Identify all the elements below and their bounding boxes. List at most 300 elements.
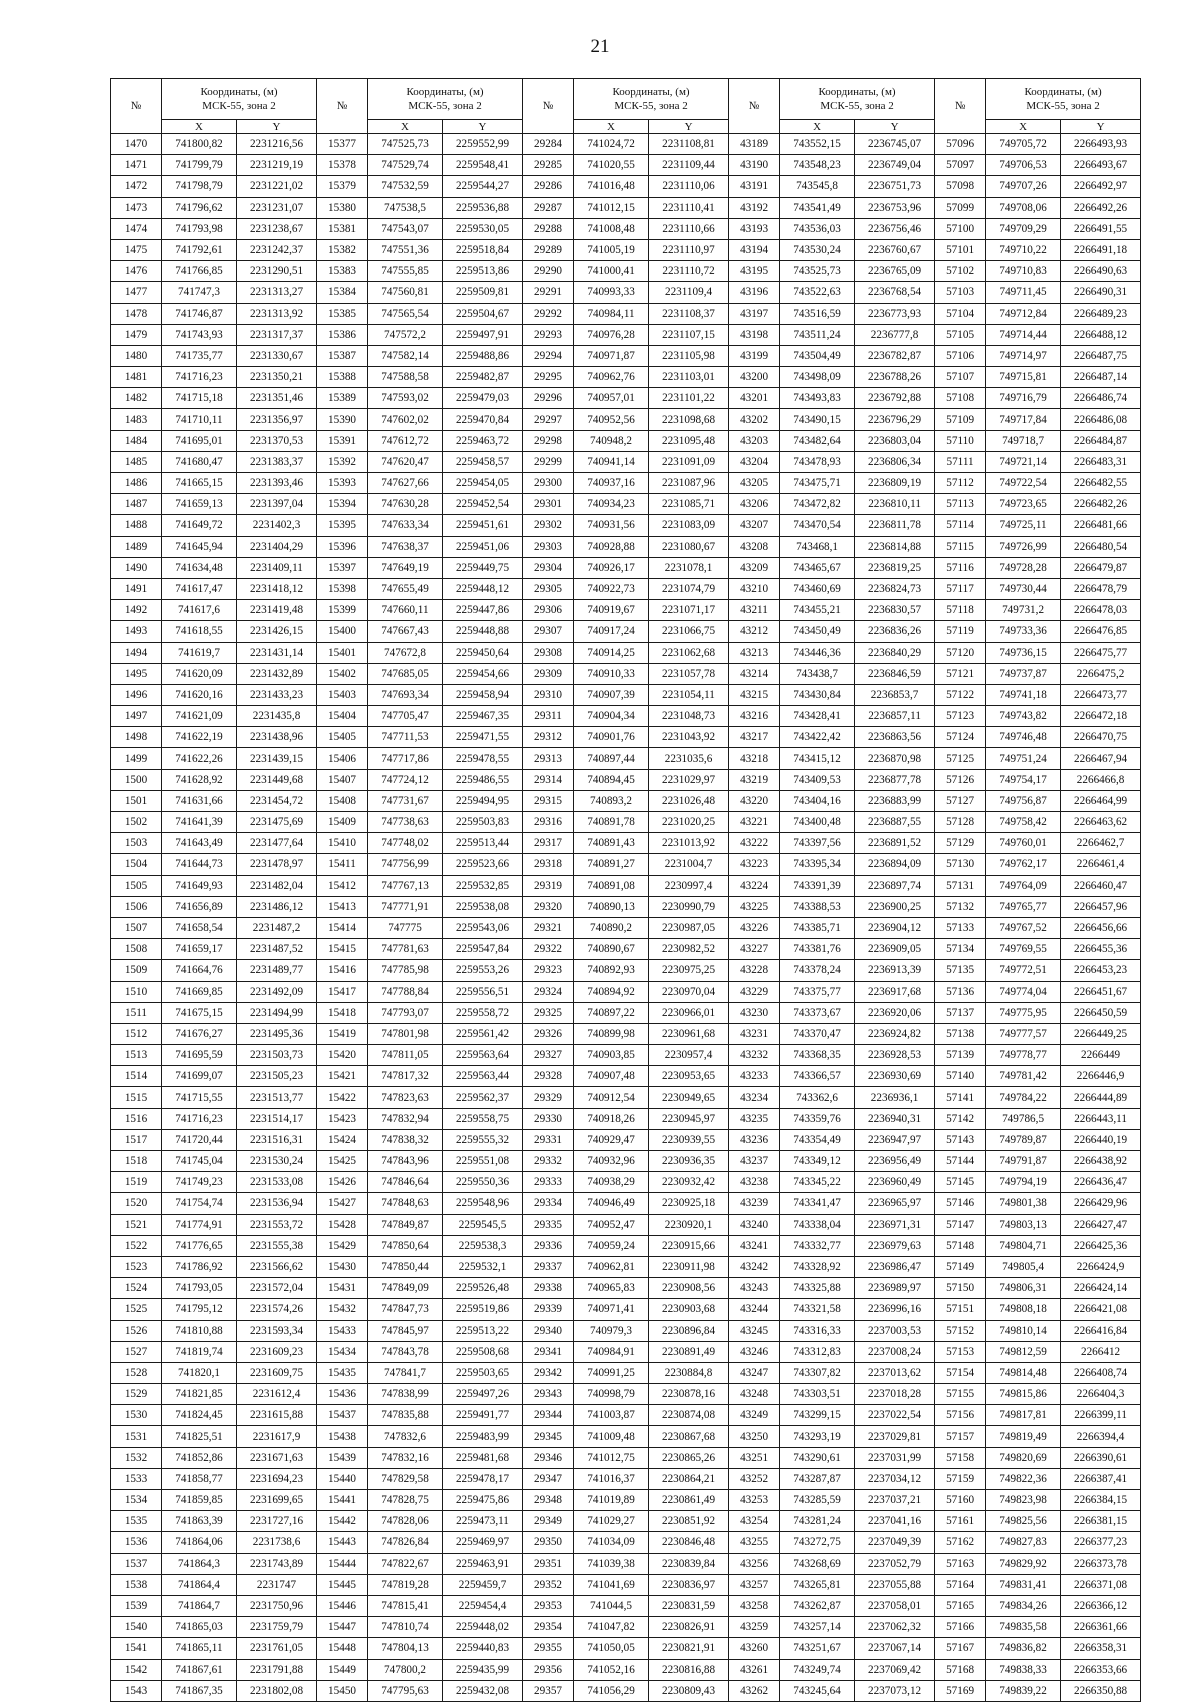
y-coordinate-cell: 2259452,54 xyxy=(443,494,523,515)
y-coordinate-cell: 2266486,74 xyxy=(1061,388,1141,409)
x-coordinate-cell: 747785,98 xyxy=(368,960,443,981)
y-coordinate-cell: 2230975,25 xyxy=(649,960,729,981)
x-coordinate-cell: 741716,23 xyxy=(162,367,237,388)
point-number-cell: 57126 xyxy=(935,769,986,790)
x-coordinate-cell: 741669,85 xyxy=(162,981,237,1002)
y-coordinate-cell: 2259458,94 xyxy=(443,684,523,705)
x-coordinate-cell: 743450,49 xyxy=(780,621,855,642)
y-coordinate-cell: 2236824,73 xyxy=(855,578,935,599)
y-coordinate-cell: 2236857,11 xyxy=(855,706,935,727)
point-number-cell: 43249 xyxy=(729,1405,780,1426)
x-coordinate-cell: 747850,64 xyxy=(368,1235,443,1256)
table-row xyxy=(111,1426,1141,1447)
point-number-cell: 29331 xyxy=(523,1129,574,1150)
y-coordinate-cell: 2231098,68 xyxy=(649,409,729,430)
x-coordinate-cell: 747788,84 xyxy=(368,981,443,1002)
point-number-cell: 57158 xyxy=(935,1447,986,1468)
x-coordinate-cell: 741821,85 xyxy=(162,1384,237,1405)
point-number-cell: 43216 xyxy=(729,706,780,727)
x-coordinate-cell: 749714,97 xyxy=(986,345,1061,366)
y-coordinate-cell: 2266377,23 xyxy=(1061,1532,1141,1553)
x-coordinate-cell: 741715,18 xyxy=(162,388,237,409)
y-coordinate-cell: 2237067,14 xyxy=(855,1638,935,1659)
x-coordinate-cell: 747841,7 xyxy=(368,1362,443,1383)
x-coordinate-cell: 741746,87 xyxy=(162,303,237,324)
point-number-cell: 57157 xyxy=(935,1426,986,1447)
y-coordinate-cell: 2230997,4 xyxy=(649,875,729,896)
x-coordinate-cell: 741680,47 xyxy=(162,451,237,472)
y-coordinate-cell: 2266487,75 xyxy=(1061,345,1141,366)
x-coordinate-cell: 743478,93 xyxy=(780,451,855,472)
x-coordinate-cell: 747572,2 xyxy=(368,324,443,345)
x-coordinate-cell: 741795,12 xyxy=(162,1299,237,1320)
y-coordinate-cell: 2259545,5 xyxy=(443,1214,523,1235)
y-coordinate-cell: 2236940,31 xyxy=(855,1108,935,1129)
y-coordinate-cell: 2231409,11 xyxy=(237,557,317,578)
x-coordinate-cell: 749817,81 xyxy=(986,1405,1061,1426)
point-number-cell: 43194 xyxy=(729,239,780,260)
number-column-header: № xyxy=(935,79,986,134)
point-number-cell: 29315 xyxy=(523,790,574,811)
point-number-cell: 15420 xyxy=(317,1045,368,1066)
point-number-cell: 1514 xyxy=(111,1066,162,1087)
y-coordinate-cell: 2266371,08 xyxy=(1061,1574,1141,1595)
y-coordinate-cell: 2266483,31 xyxy=(1061,451,1141,472)
y-coordinate-cell: 2266451,67 xyxy=(1061,981,1141,1002)
point-number-cell: 57108 xyxy=(935,388,986,409)
y-coordinate-cell: 2231802,08 xyxy=(237,1680,317,1701)
point-number-cell: 57155 xyxy=(935,1384,986,1405)
y-coordinate-cell: 2230932,42 xyxy=(649,1172,729,1193)
point-number-cell: 29325 xyxy=(523,1002,574,1023)
x-coordinate-cell: 743285,59 xyxy=(780,1490,855,1511)
y-coordinate-cell: 2266384,15 xyxy=(1061,1490,1141,1511)
x-coordinate-cell: 747793,07 xyxy=(368,1002,443,1023)
x-coordinate-cell: 747848,63 xyxy=(368,1193,443,1214)
x-coordinate-cell: 747817,32 xyxy=(368,1066,443,1087)
coordinates-header-line2: МСК-55, зона 2 xyxy=(1026,100,1100,112)
point-number-cell: 57156 xyxy=(935,1405,986,1426)
x-coordinate-cell: 743328,92 xyxy=(780,1256,855,1277)
point-number-cell: 1471 xyxy=(111,155,162,176)
x-coordinate-cell: 741858,77 xyxy=(162,1468,237,1489)
x-coordinate-cell: 743397,56 xyxy=(780,833,855,854)
y-coordinate-cell: 2266491,18 xyxy=(1061,239,1141,260)
point-number-cell: 29319 xyxy=(523,875,574,896)
table-row xyxy=(111,578,1141,599)
point-number-cell: 15418 xyxy=(317,1002,368,1023)
point-number-cell: 57110 xyxy=(935,430,986,451)
y-coordinate-cell: 2230925,18 xyxy=(649,1193,729,1214)
y-coordinate-cell: 2259479,03 xyxy=(443,388,523,409)
y-coordinate-cell: 2230961,68 xyxy=(649,1023,729,1044)
x-coordinate-cell: 743548,23 xyxy=(780,155,855,176)
point-number-cell: 1527 xyxy=(111,1341,162,1362)
x-coordinate-cell: 747705,47 xyxy=(368,706,443,727)
x-coordinate-cell: 741792,61 xyxy=(162,239,237,260)
point-number-cell: 15383 xyxy=(317,261,368,282)
x-coordinate-cell: 749722,54 xyxy=(986,473,1061,494)
y-coordinate-cell: 2266487,14 xyxy=(1061,367,1141,388)
x-coordinate-cell: 749774,04 xyxy=(986,981,1061,1002)
point-number-cell: 57125 xyxy=(935,748,986,769)
x-coordinate-cell: 740946,49 xyxy=(574,1193,649,1214)
y-coordinate-cell: 2259454,4 xyxy=(443,1595,523,1616)
y-coordinate-cell: 2230891,49 xyxy=(649,1341,729,1362)
y-coordinate-cell: 2231431,14 xyxy=(237,642,317,663)
y-coordinate-cell: 2259497,26 xyxy=(443,1384,523,1405)
point-number-cell: 29356 xyxy=(523,1659,574,1680)
point-number-cell: 1476 xyxy=(111,261,162,282)
table-row xyxy=(111,1256,1141,1277)
x-coordinate-cell: 749756,87 xyxy=(986,790,1061,811)
table-row xyxy=(111,1532,1141,1553)
x-coordinate-cell: 740914,25 xyxy=(574,642,649,663)
y-column-header: Y xyxy=(443,120,523,134)
x-coordinate-cell: 743475,71 xyxy=(780,473,855,494)
point-number-cell: 29316 xyxy=(523,812,574,833)
x-coordinate-cell: 743312,83 xyxy=(780,1341,855,1362)
y-coordinate-cell: 2231574,26 xyxy=(237,1299,317,1320)
y-coordinate-cell: 2259440,83 xyxy=(443,1638,523,1659)
x-coordinate-cell: 740892,93 xyxy=(574,960,649,981)
x-coordinate-cell: 749838,33 xyxy=(986,1659,1061,1680)
y-coordinate-cell: 2259526,48 xyxy=(443,1278,523,1299)
y-coordinate-cell: 2231426,15 xyxy=(237,621,317,642)
y-coordinate-cell: 2266479,87 xyxy=(1061,557,1141,578)
y-coordinate-cell: 2259488,86 xyxy=(443,345,523,366)
y-coordinate-cell: 2259503,83 xyxy=(443,812,523,833)
y-coordinate-cell: 2266490,63 xyxy=(1061,261,1141,282)
point-number-cell: 15430 xyxy=(317,1256,368,1277)
y-coordinate-cell: 2230851,92 xyxy=(649,1511,729,1532)
table-row xyxy=(111,939,1141,960)
y-coordinate-cell: 2259553,26 xyxy=(443,960,523,981)
y-coordinate-cell: 2236863,56 xyxy=(855,727,935,748)
x-coordinate-cell: 747667,43 xyxy=(368,621,443,642)
point-number-cell: 29310 xyxy=(523,684,574,705)
point-number-cell: 29284 xyxy=(523,134,574,155)
x-coordinate-cell: 740938,29 xyxy=(574,1172,649,1193)
point-number-cell: 1525 xyxy=(111,1299,162,1320)
point-number-cell: 57115 xyxy=(935,536,986,557)
y-coordinate-cell: 2259555,32 xyxy=(443,1129,523,1150)
table-row xyxy=(111,261,1141,282)
x-coordinate-cell: 749760,01 xyxy=(986,833,1061,854)
x-coordinate-cell: 743272,75 xyxy=(780,1532,855,1553)
x-coordinate-cell: 747832,16 xyxy=(368,1447,443,1468)
y-coordinate-cell: 2230816,88 xyxy=(649,1659,729,1680)
x-coordinate-cell: 740984,91 xyxy=(574,1341,649,1362)
x-coordinate-cell: 741656,89 xyxy=(162,896,237,917)
y-coordinate-cell: 2266425,36 xyxy=(1061,1235,1141,1256)
y-coordinate-cell: 2231418,12 xyxy=(237,578,317,599)
x-coordinate-cell: 743404,16 xyxy=(780,790,855,811)
y-coordinate-cell: 2231290,51 xyxy=(237,261,317,282)
x-coordinate-cell: 747795,63 xyxy=(368,1680,443,1701)
point-number-cell: 57106 xyxy=(935,345,986,366)
point-number-cell: 1506 xyxy=(111,896,162,917)
x-coordinate-cell: 747826,84 xyxy=(368,1532,443,1553)
y-coordinate-cell: 2231026,48 xyxy=(649,790,729,811)
point-number-cell: 29340 xyxy=(523,1320,574,1341)
x-coordinate-cell: 747804,13 xyxy=(368,1638,443,1659)
x-coordinate-cell: 743391,39 xyxy=(780,875,855,896)
x-coordinate-cell: 741798,79 xyxy=(162,176,237,197)
y-coordinate-cell: 2230884,8 xyxy=(649,1362,729,1383)
point-number-cell: 43209 xyxy=(729,557,780,578)
x-coordinate-cell: 741747,3 xyxy=(162,282,237,303)
y-coordinate-cell: 2231242,37 xyxy=(237,239,317,260)
x-coordinate-cell: 741743,93 xyxy=(162,324,237,345)
x-coordinate-cell: 749754,17 xyxy=(986,769,1061,790)
point-number-cell: 43241 xyxy=(729,1235,780,1256)
x-coordinate-cell: 741716,23 xyxy=(162,1108,237,1129)
y-coordinate-cell: 2266399,11 xyxy=(1061,1405,1141,1426)
y-coordinate-cell: 2230945,97 xyxy=(649,1108,729,1129)
x-coordinate-cell: 741016,48 xyxy=(574,176,649,197)
y-coordinate-cell: 2259548,96 xyxy=(443,1193,523,1214)
point-number-cell: 29335 xyxy=(523,1214,574,1235)
table-row xyxy=(111,1553,1141,1574)
x-coordinate-cell: 743446,36 xyxy=(780,642,855,663)
x-coordinate-cell: 741024,72 xyxy=(574,134,649,155)
x-coordinate-cell: 749714,44 xyxy=(986,324,1061,345)
point-number-cell: 43240 xyxy=(729,1214,780,1235)
coordinates-header-line1: Координаты, (м) xyxy=(1024,86,1102,98)
point-number-cell: 1487 xyxy=(111,494,162,515)
x-coordinate-cell: 749784,22 xyxy=(986,1087,1061,1108)
y-coordinate-cell: 2236796,29 xyxy=(855,409,935,430)
x-coordinate-cell: 747849,09 xyxy=(368,1278,443,1299)
point-number-cell: 15385 xyxy=(317,303,368,324)
point-number-cell: 43214 xyxy=(729,663,780,684)
point-number-cell: 1472 xyxy=(111,176,162,197)
point-number-cell: 1504 xyxy=(111,854,162,875)
point-number-cell: 29354 xyxy=(523,1617,574,1638)
x-coordinate-cell: 741776,65 xyxy=(162,1235,237,1256)
y-coordinate-cell: 2231759,79 xyxy=(237,1617,317,1638)
x-coordinate-cell: 741852,86 xyxy=(162,1447,237,1468)
point-number-cell: 1480 xyxy=(111,345,162,366)
point-number-cell: 57162 xyxy=(935,1532,986,1553)
y-coordinate-cell: 2230903,68 xyxy=(649,1299,729,1320)
x-coordinate-cell: 749710,22 xyxy=(986,239,1061,260)
point-number-cell: 43234 xyxy=(729,1087,780,1108)
header-row xyxy=(111,79,1141,120)
x-coordinate-cell: 747832,94 xyxy=(368,1108,443,1129)
point-number-cell: 29337 xyxy=(523,1256,574,1277)
point-number-cell: 1541 xyxy=(111,1638,162,1659)
x-coordinate-cell: 749733,36 xyxy=(986,621,1061,642)
x-coordinate-cell: 747555,85 xyxy=(368,261,443,282)
y-coordinate-cell: 2236846,59 xyxy=(855,663,935,684)
x-coordinate-cell: 741676,27 xyxy=(162,1023,237,1044)
point-number-cell: 57103 xyxy=(935,282,986,303)
point-number-cell: 15378 xyxy=(317,155,368,176)
y-coordinate-cell: 2266412 xyxy=(1061,1341,1141,1362)
table-row xyxy=(111,303,1141,324)
x-coordinate-cell: 741825,51 xyxy=(162,1426,237,1447)
x-coordinate-cell: 740971,87 xyxy=(574,345,649,366)
point-number-cell: 1479 xyxy=(111,324,162,345)
y-coordinate-cell: 2230864,21 xyxy=(649,1468,729,1489)
point-number-cell: 43246 xyxy=(729,1341,780,1362)
x-coordinate-cell: 740899,98 xyxy=(574,1023,649,1044)
x-coordinate-cell: 747672,8 xyxy=(368,642,443,663)
x-coordinate-cell: 741745,04 xyxy=(162,1151,237,1172)
point-number-cell: 57148 xyxy=(935,1235,986,1256)
x-coordinate-cell: 749803,13 xyxy=(986,1214,1061,1235)
point-number-cell: 15377 xyxy=(317,134,368,155)
point-number-cell: 43252 xyxy=(729,1468,780,1489)
point-number-cell: 29313 xyxy=(523,748,574,769)
point-number-cell: 15407 xyxy=(317,769,368,790)
point-number-cell: 43219 xyxy=(729,769,780,790)
y-coordinate-cell: 2259538,3 xyxy=(443,1235,523,1256)
x-coordinate-cell: 743251,67 xyxy=(780,1638,855,1659)
x-coordinate-cell: 743378,24 xyxy=(780,960,855,981)
table-row xyxy=(111,981,1141,1002)
x-coordinate-cell: 740959,24 xyxy=(574,1235,649,1256)
point-number-cell: 15384 xyxy=(317,282,368,303)
table-row xyxy=(111,1574,1141,1595)
x-coordinate-cell: 740893,2 xyxy=(574,790,649,811)
y-coordinate-cell: 2230865,26 xyxy=(649,1447,729,1468)
y-coordinate-cell: 2266366,12 xyxy=(1061,1595,1141,1616)
y-coordinate-cell: 2236936,1 xyxy=(855,1087,935,1108)
point-number-cell: 43205 xyxy=(729,473,780,494)
x-coordinate-cell: 741617,47 xyxy=(162,578,237,599)
coordinates-table xyxy=(110,78,1141,1702)
point-number-cell: 15388 xyxy=(317,367,368,388)
x-coordinate-cell: 743472,82 xyxy=(780,494,855,515)
point-number-cell: 57169 xyxy=(935,1680,986,1701)
point-number-cell: 57142 xyxy=(935,1108,986,1129)
point-number-cell: 29326 xyxy=(523,1023,574,1044)
y-coordinate-cell: 2236840,29 xyxy=(855,642,935,663)
y-coordinate-cell: 2266484,87 xyxy=(1061,430,1141,451)
y-column-header: Y xyxy=(649,120,729,134)
x-coordinate-cell: 743345,22 xyxy=(780,1172,855,1193)
x-coordinate-cell: 747717,86 xyxy=(368,748,443,769)
point-number-cell: 43229 xyxy=(729,981,780,1002)
y-coordinate-cell: 2259551,08 xyxy=(443,1151,523,1172)
y-coordinate-cell: 2231101,22 xyxy=(649,388,729,409)
x-coordinate-cell: 741003,87 xyxy=(574,1405,649,1426)
y-coordinate-cell: 2231454,72 xyxy=(237,790,317,811)
point-number-cell: 1517 xyxy=(111,1129,162,1150)
x-coordinate-cell: 747602,02 xyxy=(368,409,443,430)
point-number-cell: 15399 xyxy=(317,600,368,621)
point-number-cell: 43217 xyxy=(729,727,780,748)
y-coordinate-cell: 2259435,99 xyxy=(443,1659,523,1680)
point-number-cell: 1516 xyxy=(111,1108,162,1129)
table-row xyxy=(111,176,1141,197)
point-number-cell: 1484 xyxy=(111,430,162,451)
point-number-cell: 57098 xyxy=(935,176,986,197)
table-row xyxy=(111,1595,1141,1616)
y-coordinate-cell: 2231747 xyxy=(237,1574,317,1595)
x-coordinate-cell: 743262,87 xyxy=(780,1595,855,1616)
y-coordinate-cell: 2236971,31 xyxy=(855,1214,935,1235)
y-coordinate-cell: 2231013,92 xyxy=(649,833,729,854)
x-coordinate-cell: 749772,51 xyxy=(986,960,1061,981)
y-coordinate-cell: 2236765,09 xyxy=(855,261,935,282)
y-coordinate-cell: 2231617,9 xyxy=(237,1426,317,1447)
y-coordinate-cell: 2266478,03 xyxy=(1061,600,1141,621)
table-row xyxy=(111,1108,1141,1129)
y-coordinate-cell: 2231356,97 xyxy=(237,409,317,430)
y-coordinate-cell: 2266387,41 xyxy=(1061,1468,1141,1489)
x-coordinate-cell: 743516,59 xyxy=(780,303,855,324)
x-coordinate-cell: 741865,11 xyxy=(162,1638,237,1659)
point-number-cell: 43196 xyxy=(729,282,780,303)
y-coordinate-cell: 2231110,72 xyxy=(649,261,729,282)
x-coordinate-cell: 749718,7 xyxy=(986,430,1061,451)
x-coordinate-cell: 749746,48 xyxy=(986,727,1061,748)
x-coordinate-cell: 749831,41 xyxy=(986,1574,1061,1595)
point-number-cell: 43222 xyxy=(729,833,780,854)
y-coordinate-cell: 2259432,08 xyxy=(443,1680,523,1701)
y-coordinate-cell: 2266443,11 xyxy=(1061,1108,1141,1129)
x-coordinate-cell: 749825,56 xyxy=(986,1511,1061,1532)
x-column-header: X xyxy=(368,120,443,134)
y-coordinate-cell: 2231216,56 xyxy=(237,134,317,155)
y-coordinate-cell: 2237008,24 xyxy=(855,1341,935,1362)
y-coordinate-cell: 2259563,44 xyxy=(443,1066,523,1087)
point-number-cell: 15433 xyxy=(317,1320,368,1341)
point-number-cell: 29320 xyxy=(523,896,574,917)
point-number-cell: 29311 xyxy=(523,706,574,727)
x-coordinate-cell: 743359,76 xyxy=(780,1108,855,1129)
x-coordinate-cell: 749726,99 xyxy=(986,536,1061,557)
table-row xyxy=(111,748,1141,769)
table-row xyxy=(111,600,1141,621)
x-coordinate-cell: 741867,35 xyxy=(162,1680,237,1701)
x-coordinate-cell: 741774,91 xyxy=(162,1214,237,1235)
x-coordinate-cell: 749781,42 xyxy=(986,1066,1061,1087)
x-coordinate-cell: 747756,99 xyxy=(368,854,443,875)
x-coordinate-cell: 743245,64 xyxy=(780,1680,855,1701)
point-number-cell: 43235 xyxy=(729,1108,780,1129)
point-number-cell: 43257 xyxy=(729,1574,780,1595)
x-coordinate-cell: 747551,36 xyxy=(368,239,443,260)
point-number-cell: 57154 xyxy=(935,1362,986,1383)
y-coordinate-cell: 2236806,34 xyxy=(855,451,935,472)
x-coordinate-cell: 743460,69 xyxy=(780,578,855,599)
y-coordinate-cell: 2231110,66 xyxy=(649,218,729,239)
x-coordinate-cell: 741019,89 xyxy=(574,1490,649,1511)
point-number-cell: 43247 xyxy=(729,1362,780,1383)
x-coordinate-cell: 740971,41 xyxy=(574,1299,649,1320)
x-coordinate-cell: 747775 xyxy=(368,917,443,938)
y-coordinate-cell: 2236830,57 xyxy=(855,600,935,621)
y-coordinate-cell: 2266472,18 xyxy=(1061,706,1141,727)
point-number-cell: 29346 xyxy=(523,1447,574,1468)
x-coordinate-cell: 741052,16 xyxy=(574,1659,649,1680)
y-coordinate-cell: 2259547,84 xyxy=(443,939,523,960)
x-coordinate-cell: 740890,13 xyxy=(574,896,649,917)
x-coordinate-cell: 741819,74 xyxy=(162,1341,237,1362)
point-number-cell: 15405 xyxy=(317,727,368,748)
x-coordinate-cell: 749820,69 xyxy=(986,1447,1061,1468)
point-number-cell: 15412 xyxy=(317,875,368,896)
point-number-cell: 57131 xyxy=(935,875,986,896)
table-row xyxy=(111,812,1141,833)
x-coordinate-cell: 741029,27 xyxy=(574,1511,649,1532)
x-coordinate-cell: 743552,15 xyxy=(780,134,855,155)
